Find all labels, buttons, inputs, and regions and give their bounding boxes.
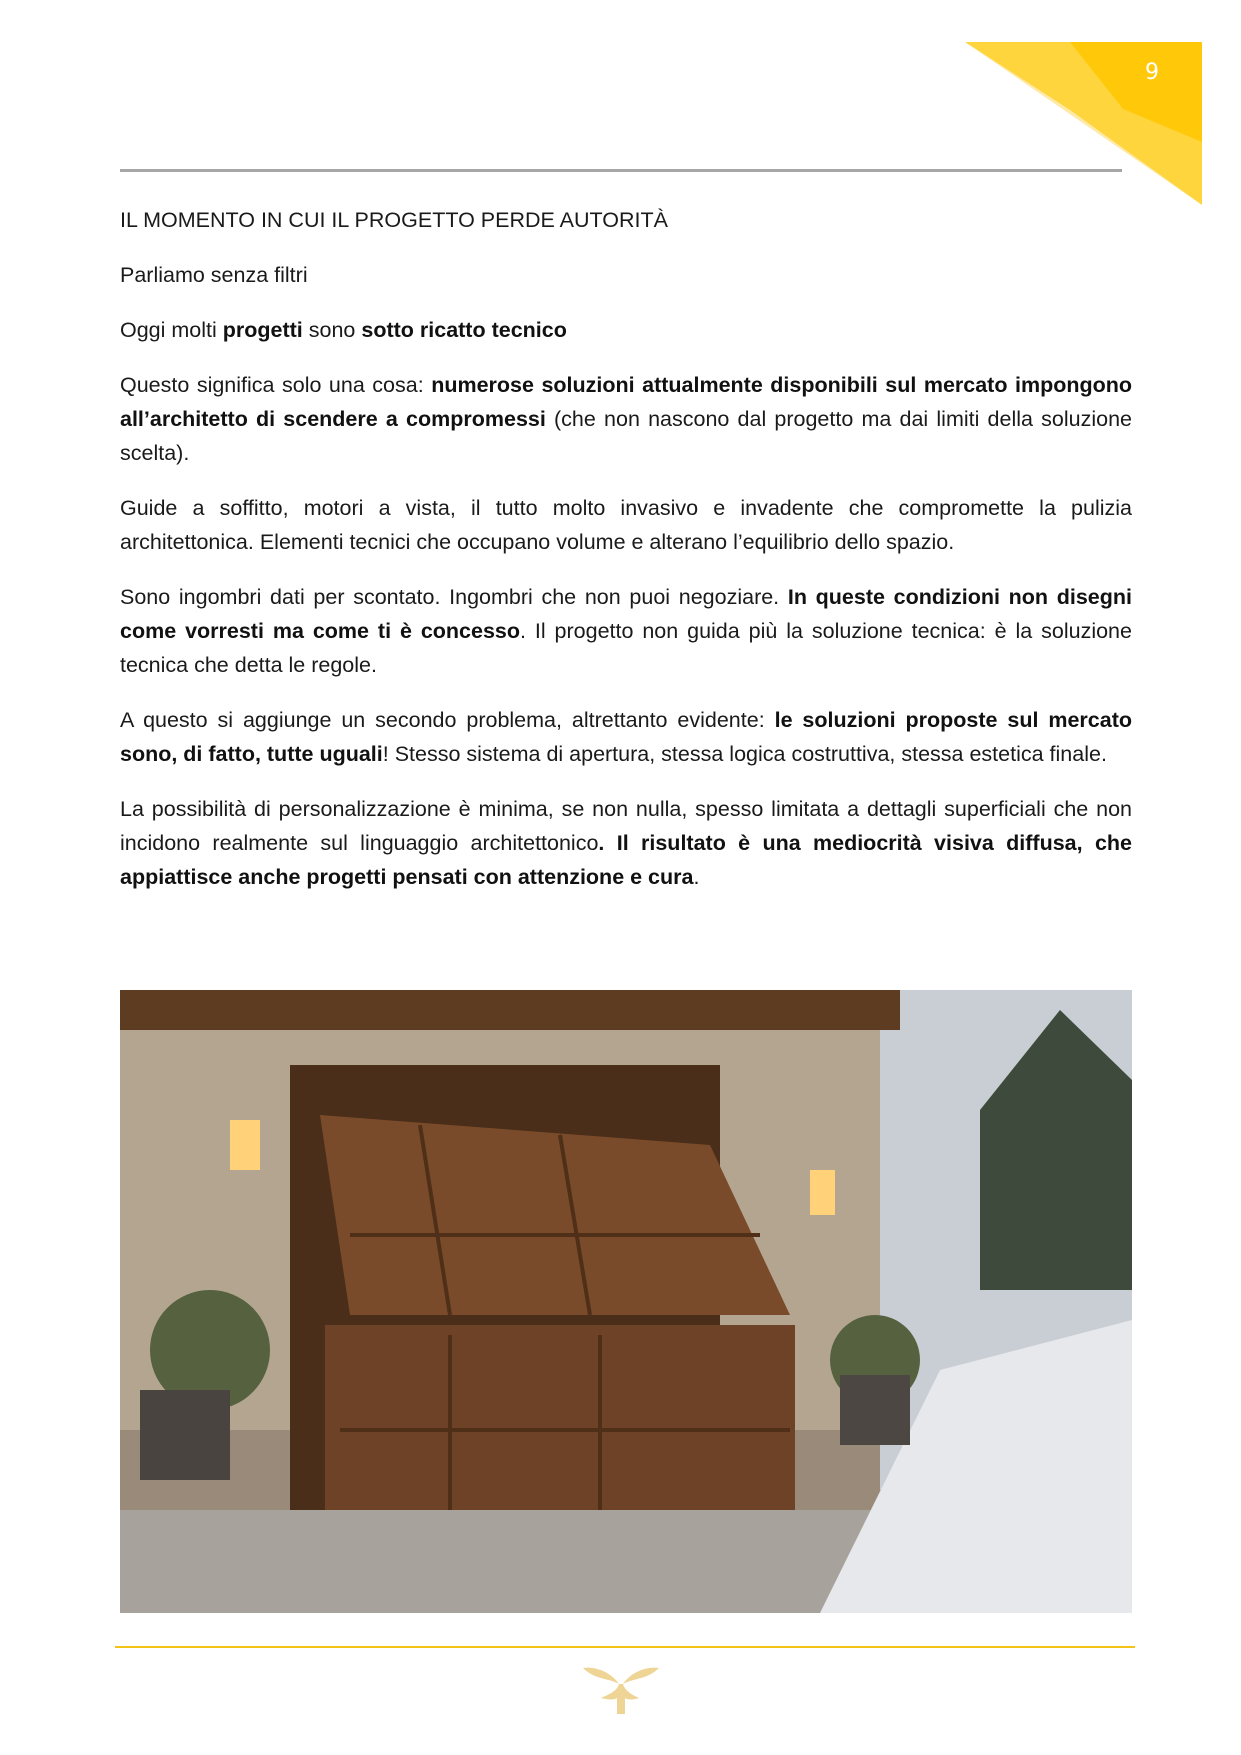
text-run: La possibilità di personalizzazione è minima, se non nulla, spesso limitata a dettagli superficiali che non incidono realmente sul linguaggio architettonico — [120, 797, 1132, 855]
paragraph — [120, 792, 1132, 894]
text-run: A questo si aggiunge un secondo problema, altrettanto evidente: — [120, 708, 775, 732]
text-run: (che non nascono dal progetto ma dai limiti della soluzione scelta). — [120, 407, 1132, 465]
paragraph — [120, 313, 1132, 347]
section-heading: IL MOMENTO IN CUI IL PROGETTO PERDE AUTORITÀ — [120, 208, 668, 232]
garage-door-photo — [120, 990, 1132, 1613]
text-run: Guide a soffitto, motori a vista, il tutto molto invasivo e invadente che compromette la pulizia architettonica. Elementi tecnici che occupano volume e alterano l’equilibrio dello spazio. — [120, 496, 1132, 554]
body-text — [120, 258, 1132, 894]
paragraph — [120, 491, 1132, 559]
text-run: sono — [302, 318, 362, 342]
emphasis-text: le soluzioni proposte sul mercato sono, di fatto, tutte uguali — [120, 708, 1133, 766]
emphasis-text: numerose soluzioni attualmente disponibili sul mercato impongono all’architetto di scendere a compromessi — [120, 373, 1132, 431]
footer-divider — [115, 1646, 1135, 1648]
brand-logo-icon — [583, 1666, 659, 1716]
emphasis-text: progetti — [222, 318, 303, 342]
page-number: 9 — [1145, 60, 1159, 85]
text-run: . Il progetto non guida più la soluzione tecnica: è la soluzione tecnica che detta le regole. — [120, 619, 1132, 677]
paragraph — [120, 703, 1132, 771]
corner-decoration — [965, 42, 1202, 205]
paragraph — [120, 368, 1132, 470]
text-run: Sono ingombri dati per scontato. Ingombri che non puoi negoziare. — [120, 585, 788, 609]
emphasis-text: sotto ricatto tecnico — [361, 318, 567, 342]
emphasis-text: In queste condizioni non disegni come vorresti ma come ti è concesso — [120, 585, 1133, 643]
text-run: Questo significa solo una cosa: — [120, 373, 432, 397]
text-run: . — [693, 865, 700, 889]
header-divider — [120, 169, 1122, 172]
text-run: ! Stesso sistema di apertura, stessa logica costruttiva, stessa estetica finale. — [382, 742, 1107, 766]
emphasis-text: . Il risultato è una mediocrità visiva diffusa, che appiattisce anche progetti pensati con attenzione e cura — [120, 831, 1132, 889]
paragraph — [120, 580, 1132, 682]
paragraph — [120, 258, 1132, 292]
text-run: Oggi molti — [120, 318, 223, 342]
text-run: Parliamo senza filtri — [120, 263, 308, 287]
page-content — [120, 203, 1132, 915]
